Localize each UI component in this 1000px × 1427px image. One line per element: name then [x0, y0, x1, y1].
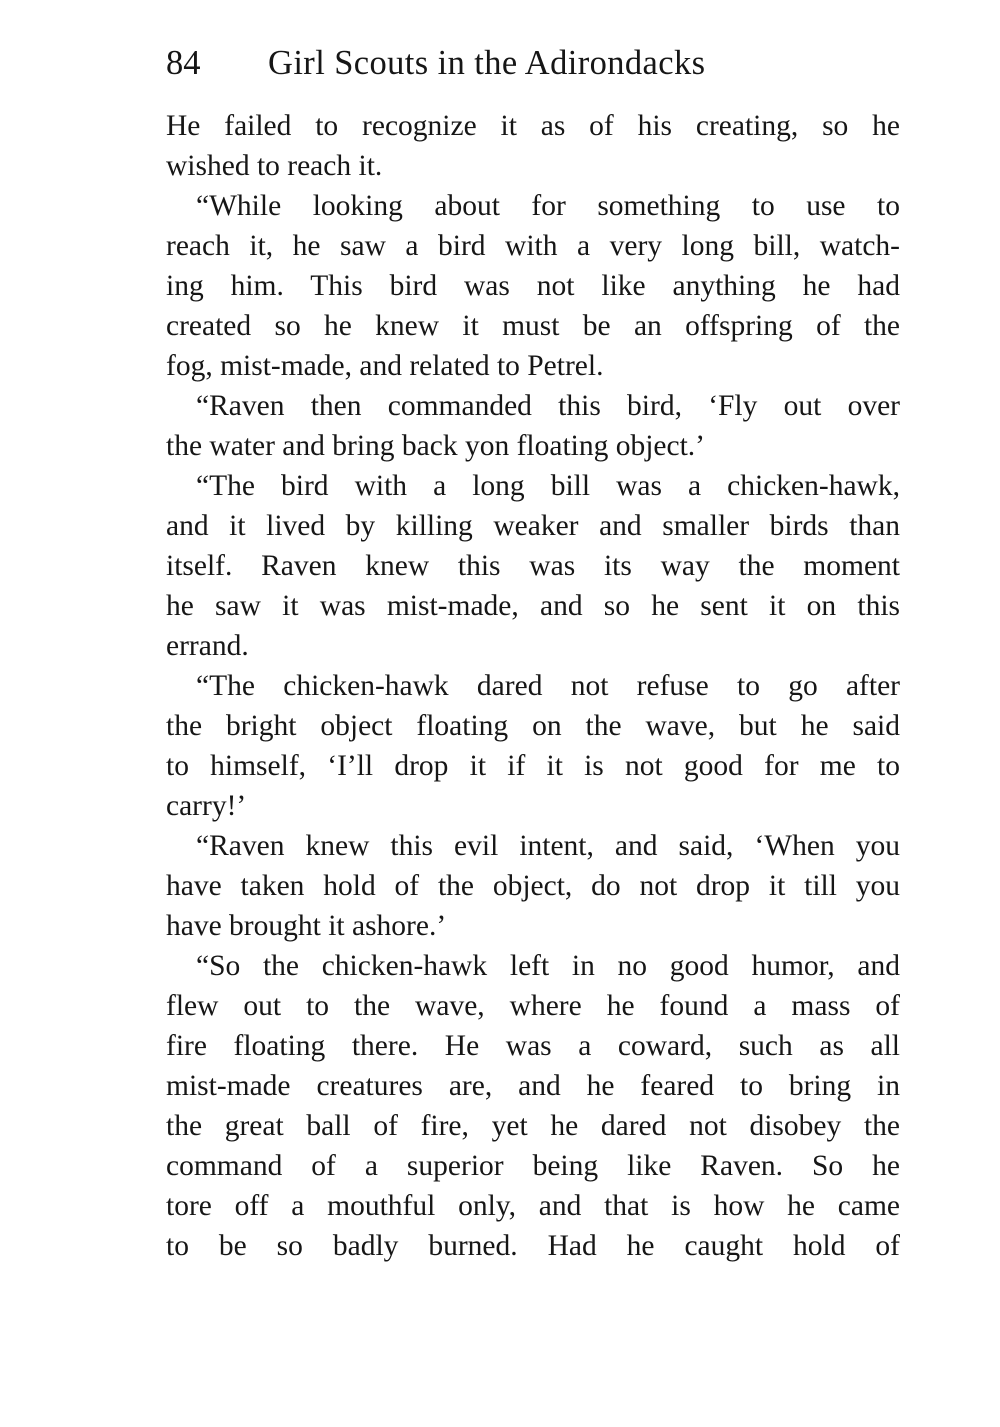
text-line: He failed to recognize it as of his creating, so he: [166, 110, 900, 142]
text-line: mist-made creatures are, and he feared to bring in: [166, 1070, 900, 1102]
text-line: reach it, he saw a bird with a very long bill, watch-: [166, 230, 900, 262]
text-line: command of a superior being like Raven. So he: [166, 1150, 900, 1182]
text-line: fire floating there. He was a coward, such as all: [166, 1030, 900, 1062]
text-line: created so he knew it must be an offspring of the: [166, 310, 900, 342]
text-line: ing him. This bird was not like anything he had: [166, 270, 900, 302]
text-line: itself. Raven knew this was its way the moment: [166, 550, 900, 582]
book-title: Girl Scouts in the Adirondacks: [268, 44, 706, 82]
text-line: the water and bring back yon floating object.’: [166, 430, 706, 462]
text-line: wished to reach it.: [166, 150, 383, 182]
body-text: [166, 106, 900, 1266]
text-line: to be so badly burned. Had he caught hold of: [166, 1230, 900, 1262]
text-line: flew out to the wave, where he found a mass of: [166, 990, 900, 1022]
text-line: to himself, ‘I’ll drop it if it is not good for me to: [166, 750, 900, 782]
text-line: “Raven then commanded this bird, ‘Fly out over: [196, 390, 900, 422]
text-line: fog, mist-made, and related to Petrel.: [166, 350, 604, 382]
text-line: carry!’: [166, 790, 247, 822]
text-line: he saw it was mist-made, and so he sent it on this: [166, 590, 900, 622]
text-line: “While looking about for something to use to: [196, 190, 900, 222]
text-line: “Raven knew this evil intent, and said, ‘When you: [196, 830, 900, 862]
text-line: errand.: [166, 630, 249, 662]
text-line: and it lived by killing weaker and smaller birds than: [166, 510, 900, 542]
text-line: have brought it ashore.’: [166, 910, 447, 942]
text-line: “The chicken-hawk dared not refuse to go after: [196, 670, 900, 702]
page-number: 84: [166, 44, 201, 82]
text-line: the bright object floating on the wave, but he said: [166, 710, 900, 742]
text-line: have taken hold of the object, do not drop it till you: [166, 870, 900, 902]
running-head: [166, 38, 906, 88]
text-line: “The bird with a long bill was a chicken-hawk,: [196, 470, 900, 502]
text-line: “So the chicken-hawk left in no good humor, and: [196, 950, 900, 982]
text-line: tore off a mouthful only, and that is how he came: [166, 1190, 900, 1222]
text-line: the great ball of fire, yet he dared not disobey the: [166, 1110, 900, 1142]
